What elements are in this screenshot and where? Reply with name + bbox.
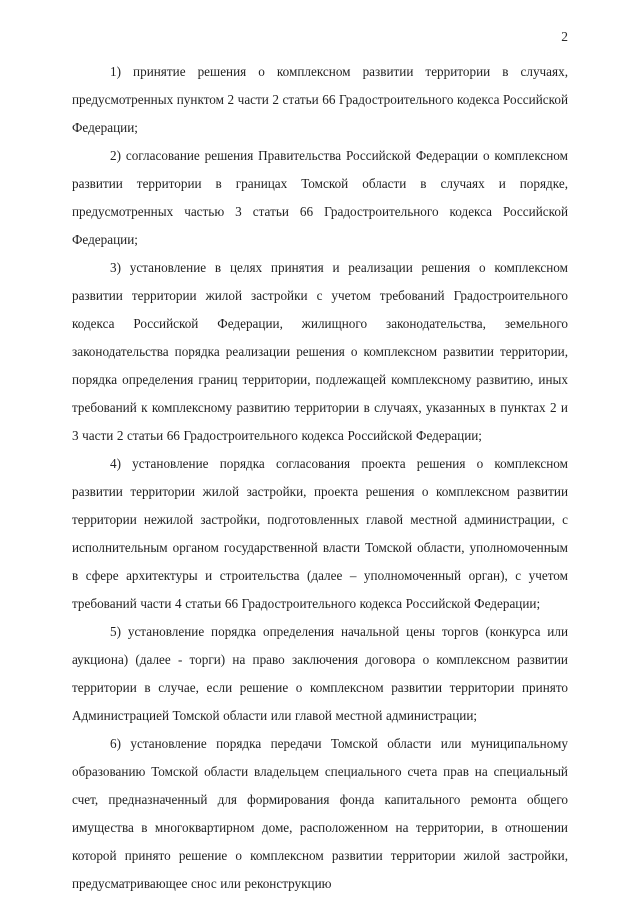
paragraph-item-1: 1) принятие решения о комплексном развитии территории в случаях, предусмотренных пунктом 2 части 2 статьи 66 Градостроительного кодекса Российской Федерации; — [72, 64, 568, 135]
document-body — [72, 58, 568, 898]
paragraph-item-5: 5) установление порядка определения начальной цены торгов (конкурса или аукциона) (далее - торги) на право заключения договора о комплексном развитии территории в случае, если решение о комплексном развитии территории принято Администрацией Томской области или главой местной администрации; — [72, 624, 568, 723]
paragraph-item-6: 6) установление порядка передачи Томской области или муниципальному образованию Томской области владельцем специального счета прав на специальный счет, предназначенный для формирования фонда капитального ремонта общего имущества в многоквартирном доме, расположенном на территории, в отношении которой принято решение о комплексном развитии территории жилой застройки, предусматривающее снос или реконструкцию — [72, 736, 568, 891]
paragraph-item-4: 4) установление порядка согласования проекта решения о комплексном развитии территории жилой застройки, проекта решения о комплексном развитии территории нежилой застройки, подготовленных главой местной администрации, с исполнительным органом государственной власти Томской области, уполномоченным в сфере архитектуры и строительства (далее – уполномоченный орган), с учетом требований части 4 статьи 66 Градостроительного кодекса Российской Федерации; — [72, 456, 568, 611]
paragraph-item-3: 3) установление в целях принятия и реализации решения о комплексном развитии территории жилой застройки с учетом требований Градостроительного кодекса Российской Федерации, жилищного законодательства, земельного законодательства порядка реализации решения о комплексном развитии территории, порядка определения границ территории, подлежащей комплексному развитию, иных требований к комплексному развитию территории в случаях, указанных в пунктах 2 и 3 части 2 статьи 66 Градостроительного кодекса Российской Федерации; — [72, 260, 568, 443]
page-number: 2 — [561, 29, 568, 44]
paragraph-item-2: 2) согласование решения Правительства Российской Федерации о комплексном развитии территории в границах Томской области в случаях и порядке, предусмотренных частью 3 статьи 66 Градостроительного кодекса Российской Федерации; — [72, 148, 568, 247]
